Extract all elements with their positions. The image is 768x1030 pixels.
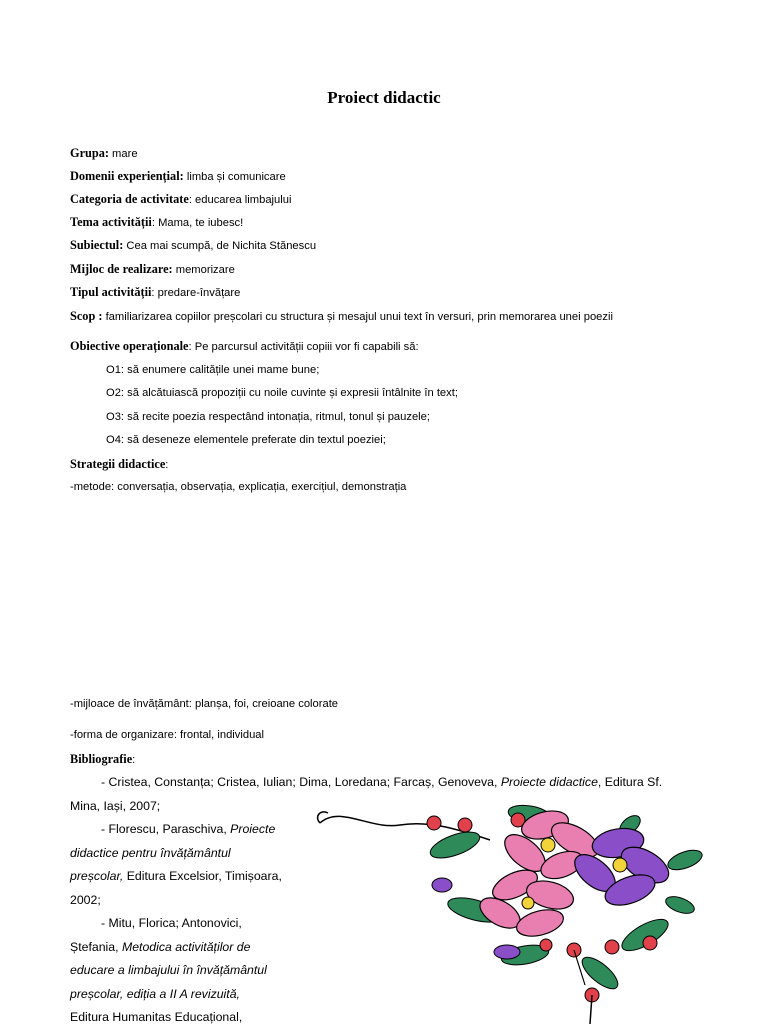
bibliography-heading: [70, 752, 135, 767]
field-value: : Pe parcursul activității copiii vor fi capabili să:: [188, 341, 419, 353]
objective-item: O2: să alcătuiască propoziții cu noile cuvinte și expresii întâlnite în text;: [106, 387, 458, 399]
bib-entry-2-line-3: [70, 865, 282, 889]
field-tema: [70, 215, 243, 230]
objective-item: O4: să deseneze elementele preferate din textul poeziei;: [106, 434, 386, 446]
field-domenii: [70, 169, 286, 184]
bib-entry-2-line-2: [70, 842, 231, 866]
bib-entry-3-line-4: [70, 983, 240, 1007]
bib-entry-3-line-1: - Mitu, Florica; Antonovici,: [101, 916, 242, 930]
bib-entry-2-line-4: 2002;: [70, 893, 101, 907]
bib-entry-3-line-5: Editura Humanitas Educațional,: [70, 1010, 243, 1024]
flower-bouquet-illustration: [300, 795, 720, 1024]
field-value: Cea mai scumpă, de Nichita Stănescu: [123, 240, 317, 252]
field-scop: [70, 309, 613, 324]
bib-entry-3-line-3: [70, 959, 267, 983]
bibliography-colon: :: [132, 754, 136, 766]
bibliography-label: Bibliografie: [70, 752, 133, 766]
bib-title: Metodica activităților de: [121, 940, 251, 954]
strategies-label: Strategii didactice: [70, 457, 166, 471]
field-value: familiarizarea copiilor preșcolari cu structura și mesajul unui text în versuri, prin memorarea unei poezii: [102, 311, 613, 323]
field-value: memorizare: [172, 264, 235, 276]
field-value: : predare-învățare: [151, 287, 241, 299]
field-categoria: [70, 192, 291, 207]
bib-title: Proiecte didactice: [500, 775, 598, 789]
bib-title: Proiecte: [230, 822, 276, 836]
bib-author: Ștefania,: [70, 940, 122, 954]
field-label: Obiective operaționale: [70, 339, 189, 353]
means-line: -mijloace de învățământ: planșa, foi, creioane colorate: [70, 698, 339, 710]
bib-entry-2-line-1: [101, 818, 275, 842]
field-label: Subiectul:: [70, 238, 124, 252]
field-mijloc: [70, 262, 235, 277]
field-subiectul: [70, 238, 316, 253]
field-tipul: [70, 285, 240, 300]
field-value: mare: [108, 148, 138, 160]
field-label: Grupa:: [70, 146, 109, 160]
field-label: Mijloc de realizare:: [70, 262, 173, 276]
bib-entry-1-line-1: [101, 771, 662, 795]
strategies-colon: :: [165, 459, 169, 471]
field-label: Tipul activității: [70, 285, 152, 299]
field-value: : educarea limbajului: [188, 194, 292, 206]
organization-line: -forma de organizare: frontal, individual: [70, 729, 265, 741]
bib-publisher: Editura Excelsior, Timișoara,: [123, 869, 282, 883]
bib-author: - Florescu, Paraschiva,: [101, 822, 231, 836]
field-obiective: [70, 339, 419, 354]
field-grupa: [70, 146, 138, 161]
objective-item: O3: să recite poezia respectând intonația, ritmul, tonul și pauzele;: [106, 411, 430, 423]
bib-title: preșcolar,: [70, 869, 124, 883]
field-value: limba și comunicare: [183, 171, 286, 183]
field-label: Scop :: [70, 309, 103, 323]
field-label: Domenii experiențial:: [70, 169, 184, 183]
bib-title: preșcolar, ediția a II A revizuită,: [70, 987, 240, 1001]
objective-item: O1: să enumere calitățile unei mame bune;: [106, 364, 320, 376]
strategies-heading: [70, 457, 168, 472]
bib-entry-3-line-2: [70, 936, 250, 960]
field-value: : Mama, te iubesc!: [151, 217, 244, 229]
bib-title: educare a limbajului în învățământul: [70, 963, 267, 977]
bib-author: - Cristea, Constanța; Cristea, Iulian; Dima, Loredana; Farcaș, Genoveva,: [101, 775, 501, 789]
bib-title: didactice pentru învățământul: [70, 846, 231, 860]
field-label: Tema activității: [70, 215, 152, 229]
document-title: Proiect didactic: [327, 88, 441, 107]
bib-entry-1-line-2: Mina, Iași, 2007;: [70, 799, 161, 813]
methods-line: -metode: conversația, observația, explicația, exercițiul, demonstrația: [70, 481, 407, 493]
bib-publisher: , Editura Sf.: [597, 775, 663, 789]
field-label: Categoria de activitate: [70, 192, 189, 206]
